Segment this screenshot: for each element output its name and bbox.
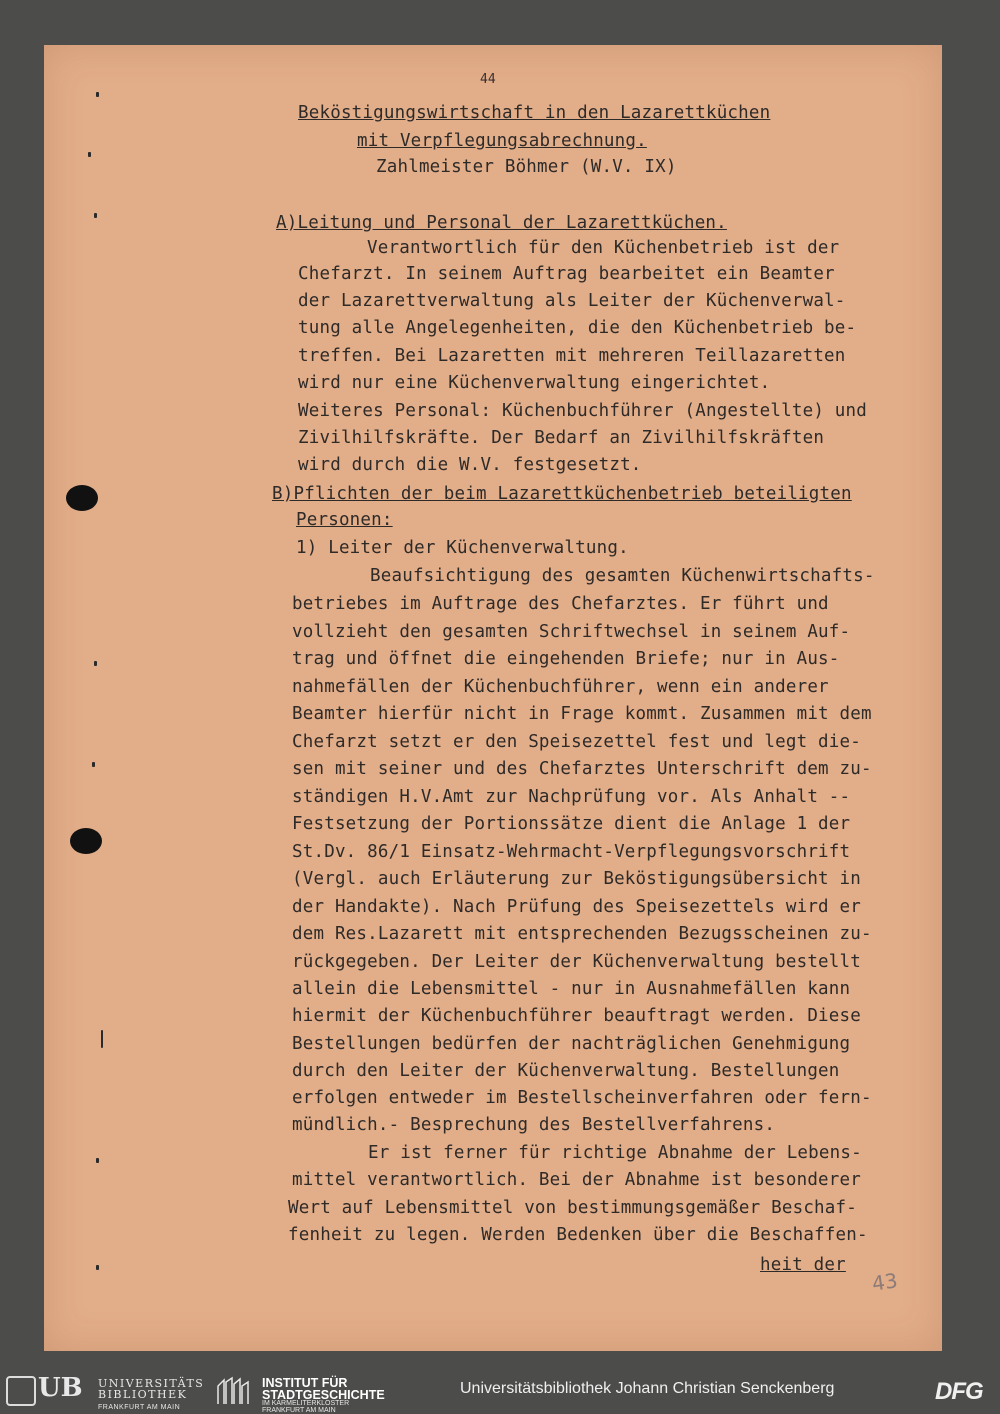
body-line: ständigen H.V.Amt zur Nachprüfung vor. Als Anhalt -- bbox=[292, 787, 851, 807]
body-line: Chefarzt setzt er den Speisezettel fest und legt die- bbox=[292, 732, 862, 752]
body-line: Chefarzt. In seinem Auftrag bearbeitet ein Beamter bbox=[298, 264, 835, 284]
ub-logo-letters: UB bbox=[38, 1373, 83, 1403]
edge-mark bbox=[101, 1030, 103, 1048]
page-number: 44 bbox=[480, 72, 496, 87]
body-line: vollzieht den gesamten Schriftwechsel in seinem Auf- bbox=[292, 622, 851, 642]
ub-portrait-icon bbox=[6, 1376, 36, 1406]
title-line-2: mit Verpflegungsabrechnung. bbox=[357, 131, 647, 151]
body-line: wird durch die W.V. festgesetzt. bbox=[298, 455, 642, 475]
body-line: mündlich.- Besprechung des Bestellverfahrens. bbox=[292, 1115, 776, 1135]
body-line: Beaufsichtigung des gesamten Küchenwirtschafts- bbox=[370, 566, 875, 586]
body-line: wird nur eine Küchenverwaltung eingerichtet. bbox=[298, 373, 771, 393]
body-line: Festsetzung der Portionssätze dient die Anlage 1 der bbox=[292, 814, 851, 834]
body-line: Weiteres Personal: Küchenbuchführer (Angestellte) und bbox=[298, 401, 868, 421]
title-line-1: Beköstigungswirtschaft in den Lazarettküchen bbox=[298, 103, 771, 123]
pencil-folio-number: 43 bbox=[870, 1268, 899, 1296]
body-line: tung alle Angelegenheiten, die den Küchenbetrieb be- bbox=[298, 318, 857, 338]
ub-logo-name-line1: UNIVERSITÄTS bbox=[98, 1377, 205, 1390]
punch-hole-bottom bbox=[70, 828, 102, 854]
isg-building-icon bbox=[216, 1376, 252, 1406]
body-line: St.Dv. 86/1 Einsatz-Wehrmacht-Verpflegungsvorschrift bbox=[292, 842, 851, 862]
body-line: dem Res.Lazarett mit entsprechenden Bezugsscheinen zu- bbox=[292, 924, 872, 944]
dfg-logo: DFG bbox=[935, 1378, 983, 1405]
body-line: (Vergl. auch Erläuterung zur Beköstigungsübersicht in bbox=[292, 869, 862, 889]
body-line: sen mit seiner und des Chefarztes Unterschrift dem zu- bbox=[292, 759, 872, 779]
catchword: heit der bbox=[760, 1255, 846, 1275]
edge-mark bbox=[96, 1158, 99, 1163]
author-line: Zahlmeister Böhmer (W.V. IX) bbox=[376, 157, 677, 177]
body-line: Verantwortlich für den Küchenbetrieb ist der bbox=[367, 238, 840, 258]
body-line: der Handakte). Nach Prüfung des Speisezettels wird er bbox=[292, 897, 862, 917]
edge-mark bbox=[92, 762, 95, 767]
body-line: durch den Leiter der Küchenverwaltung. Bestellungen bbox=[292, 1061, 840, 1081]
body-line: fenheit zu legen. Werden Bedenken über die Beschaffen- bbox=[288, 1225, 868, 1245]
body-line: betriebes im Auftrage des Chefarztes. Er führt und bbox=[292, 594, 829, 614]
edge-mark bbox=[94, 661, 97, 666]
ub-logo-name bbox=[98, 1378, 204, 1400]
isg-line1: INSTITUT FÜR bbox=[262, 1376, 348, 1390]
edge-mark bbox=[88, 152, 91, 157]
isg-line2: STADTGESCHICHTE bbox=[262, 1388, 385, 1402]
body-line: Zivilhilfskräfte. Der Bedarf an Zivilhilfskräften bbox=[298, 428, 825, 448]
body-line: hiermit der Küchenbuchführer beauftragt werden. Diese bbox=[292, 1006, 862, 1026]
edge-mark bbox=[94, 213, 97, 218]
body-line: Er ist ferner für richtige Abnahme der Lebens- bbox=[368, 1143, 862, 1163]
body-line: rückgegeben. Der Leiter der Küchenverwaltung bestellt bbox=[292, 952, 862, 972]
edge-mark bbox=[96, 1265, 99, 1270]
body-line: allein die Lebensmittel - nur in Ausnahmefällen kann bbox=[292, 979, 851, 999]
body-line: Beamter hierfür nicht in Frage kommt. Zusammen mit dem bbox=[292, 704, 872, 724]
body-line: trag und öffnet die eingehenden Briefe; nur in Aus- bbox=[292, 649, 840, 669]
isg-line4: FRANKFURT AM MAIN bbox=[262, 1407, 336, 1414]
body-line: Wert auf Lebensmittel von bestimmungsgemäßer Beschaf- bbox=[288, 1198, 858, 1218]
section-b-heading: B)Pflichten der beim Lazarettküchenbetrieb beteiligten bbox=[272, 484, 852, 504]
footer-library-title: Universitätsbibliothek Johann Christian Senckenberg bbox=[460, 1380, 835, 1397]
body-line: mittel verantwortlich. Bei der Abnahme ist besonderer bbox=[292, 1170, 862, 1190]
body-line: nahmefällen der Küchenbuchführer, wenn ein anderer bbox=[292, 677, 829, 697]
punch-hole-top bbox=[66, 485, 98, 511]
body-line: der Lazarettverwaltung als Leiter der Küchenverwal- bbox=[298, 291, 846, 311]
ub-logo-name-line2: BIBLIOTHEK bbox=[98, 1388, 188, 1401]
subsection-heading: 1) Leiter der Küchenverwaltung. bbox=[296, 538, 629, 558]
section-b-heading-cont: Personen: bbox=[296, 510, 393, 530]
ub-logo-city: FRANKFURT AM MAIN bbox=[98, 1404, 181, 1411]
isg-line3: IM KARMELITERKLOSTER bbox=[262, 1400, 350, 1407]
edge-mark bbox=[96, 92, 99, 97]
body-line: treffen. Bei Lazaretten mit mehreren Teillazaretten bbox=[298, 346, 846, 366]
body-line: erfolgen entweder im Bestellscheinverfahren oder fern- bbox=[292, 1088, 872, 1108]
body-line: Bestellungen bedürfen der nachträglichen Genehmigung bbox=[292, 1034, 851, 1054]
section-a-heading: A)Leitung und Personal der Lazarettküchen. bbox=[276, 213, 727, 233]
